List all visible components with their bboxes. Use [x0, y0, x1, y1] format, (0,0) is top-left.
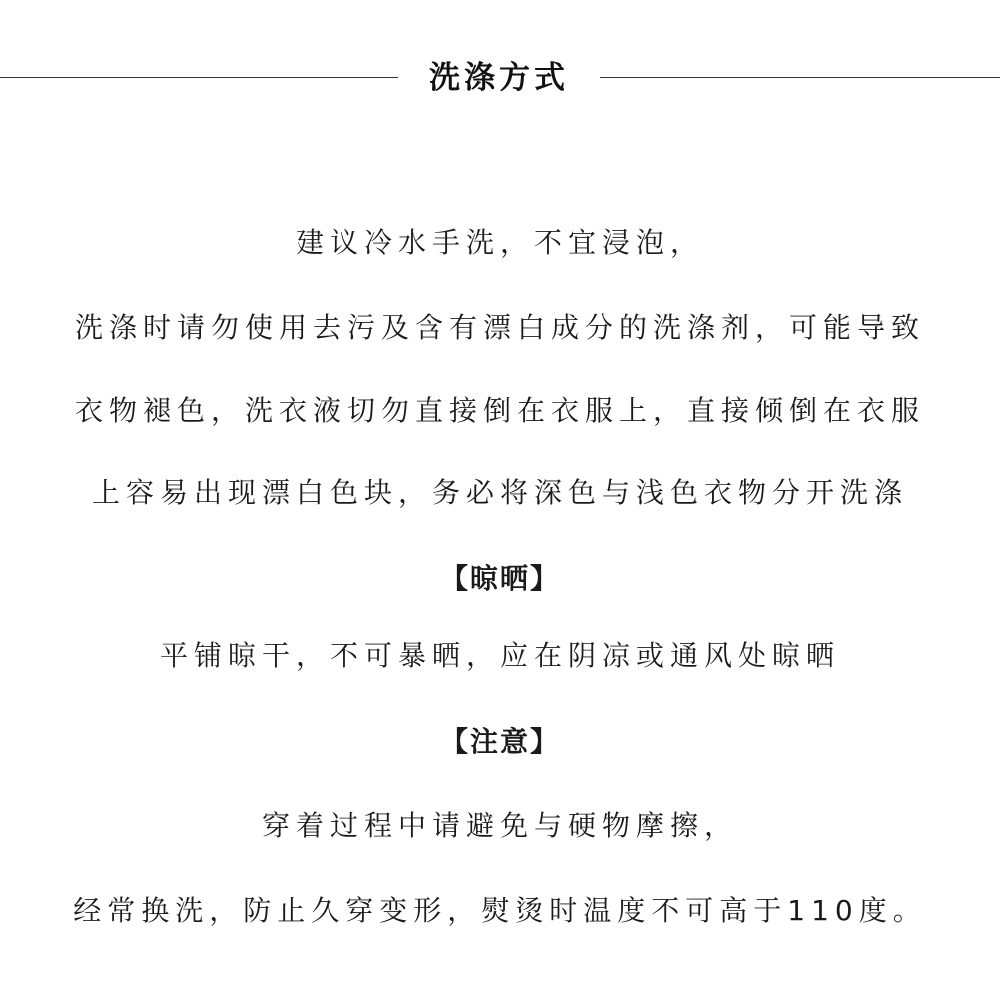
washing-text-line-2: 洗涤时请勿使用去污及含有漂白成分的洗涤剂，可能导致: [74, 311, 925, 344]
header-divider-left: [0, 77, 398, 78]
page-title: 洗涤方式: [429, 60, 569, 96]
drying-text-line-1: 平铺晾干，不可暴晒，应在阴凉或通风处晾晒: [159, 639, 840, 672]
notice-text-line-1: 穿着过程中请避免与硬物摩擦，: [261, 809, 738, 842]
washing-text-line-1: 建议冷水手洗，不宜浸泡，: [295, 226, 704, 259]
drying-heading: 【晾晒】: [439, 562, 560, 595]
washing-text-line-3: 衣物褪色，洗衣液切勿直接倒在衣服上，直接倾倒在衣服: [74, 394, 925, 427]
notice-text-line-2: 经常换洗，防止久穿变形，熨烫时温度不可高于110度。: [73, 894, 927, 927]
section-header: [0, 50, 1000, 106]
washing-text-line-4: 上容易出现漂白色块，务必将深色与浅色衣物分开洗涤: [91, 476, 908, 509]
notice-heading: 【注意】: [439, 725, 560, 758]
header-divider-right: [600, 77, 1000, 78]
